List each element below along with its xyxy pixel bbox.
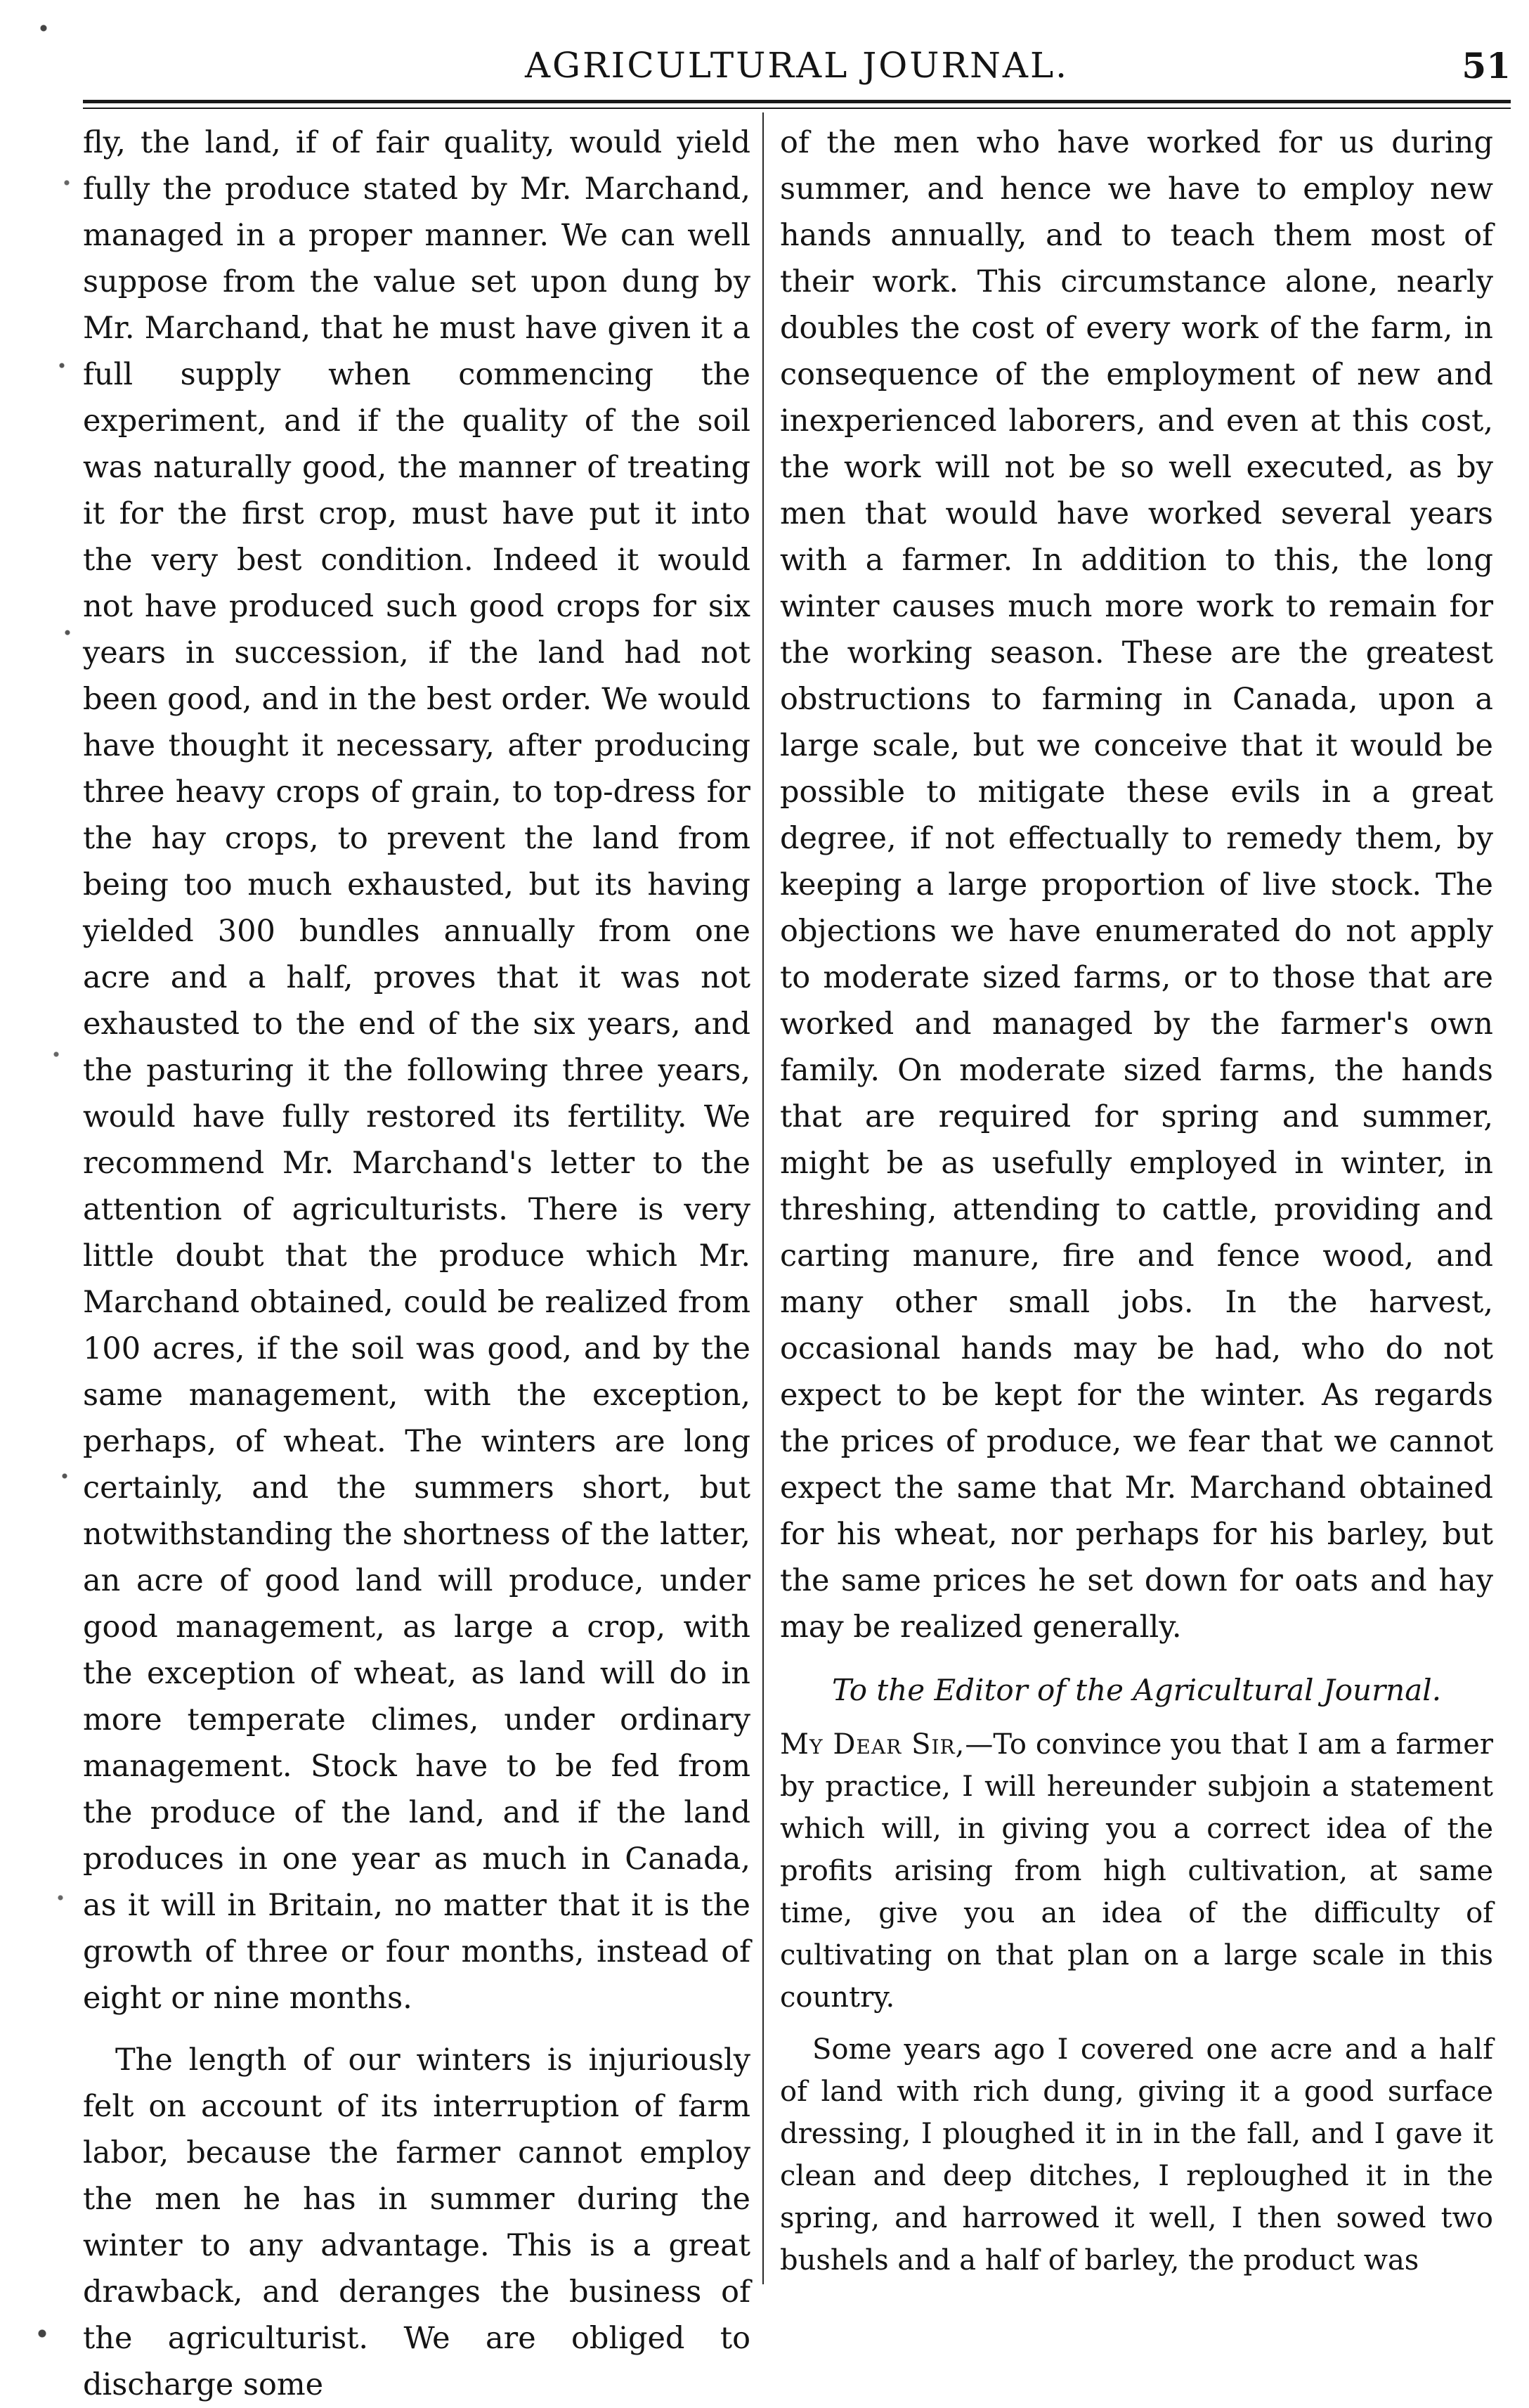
letter-heading: To the Editor of the Agricultural Journal. [831,1673,1442,1707]
right-column [780,119,1493,2281]
header-rule-thin [83,108,1511,109]
column-divider [762,112,764,2284]
left-column [83,119,750,2408]
running-header [83,41,1511,97]
letter-paragraph-2: Some years ago I covered one acre and a half of land with rich dung, giving it a good surface dressing, I ploughed it in in the fall, and I gave it clean and deep ditches, I reploughed it in the spring, and harrowed it well, I then sowed two bushels and a half of barley, the product was [780,2033,1493,2277]
letter-paragraph-1-text: —To convince you that I am a farmer by practice, I will hereunder subjoin a statement which will, in giving you a correct idea of the profits arising from high cultivation, at same time, give you an idea of the difficulty of cultivating on that plan on a large scale in this country. [780,1728,1493,2014]
right-paragraph-1: of the men who have worked for us during summer, and hence we have to employ new hands annually, and to teach them most of their work. This circumstance alone, nearly doubles the cost of every work of the farm, in consequence of the employment of new and inexperienced laborers, and even at this cost, the work will not be so well executed, as by men that would have worked several years with a farmer. In addition to this, the long winter causes much more work to remain for the working season. These are the greatest obstructions to farming in Canada, upon a large scale, but we conceive that it would be possible to mitigate these evils in a great degree, if not effectually to remedy them, by keeping a large proportion of live stock. The objections we have enumerated do not apply to moderate sized farms, or to those that are worked and managed by the farmer's own family. On moderate sized farms, the hands that are required for spring and summer, might be as usefully employed in winter, in threshing, attending to cattle, providing and carting manure, fire and fence wood, and many other small jobs. In the harvest, occasional hands may be had, who do not expect to be kept for the winter. As regards the prices of produce, we fear that we cannot expect the same that Mr. Marchand obtained for his wheat, nor perhaps for his barley, but the same prices he set down for oats and hay may be realized generally. [780,125,1493,1645]
page-number: 51 [1462,45,1511,86]
letter-paragraph-1 [780,1723,1493,2019]
page-edge-speckle [0,0,83,2390]
journal-title: AGRICULTURAL JOURNAL. [524,45,1069,86]
left-paragraph-2: The length of our winters is injuriously felt on account of its interruption of farm labor, because the farmer cannot employ the men he has in summer during the winter to any advantage. This is a great drawback, and deranges the business of the agriculturist. We are obliged to discharge some [83,2043,750,2402]
letter-salutation: My Dear Sir, [780,1728,965,1761]
left-paragraph-1: fly, the land, if of fair quality, would yield fully the produce stated by Mr. Marchand, managed in a proper manner. We can well suppose from the value set upon dung by Mr. Marchand, that he must have given it a full supply when commencing the experiment, and if the quality of the soil was naturally good, the manner of treating it for the first crop, must have put it into the very best condition. Indeed it would not have produced such good crops for six years in succession, if the land had not been good, and in the best order. We would have thought it necessary, after producing three heavy crops of grain, to top-dress for the hay crops, to prevent the land from being too much exhausted, but its having yielded 300 bundles annually from one acre and a half, proves that it was not exhausted to the end of the six years, and the pasturing it the following three years, would have fully restored its fertility. We recommend Mr. Marchand's letter to the attention of agriculturists. There is very little doubt that the produce which Mr. Marchand obtained, could be realized from 100 acres, if the soil was good, and by the same management, with the exception, perhaps, of wheat. The winters are long certainly, and the summers short, but notwithstanding the shortness of the latter, an acre of good land will produce, under good management, as large a crop, with the exception of wheat, as land will do in more temperate climes, under ordinary management. Stock have to be fed from the produce of the land, and if the land produces in one year as much in Canada, as it will in Britain, no matter that it is the growth of three or four months, instead of eight or nine months. [83,125,750,2016]
header-rule-thick [83,100,1511,103]
